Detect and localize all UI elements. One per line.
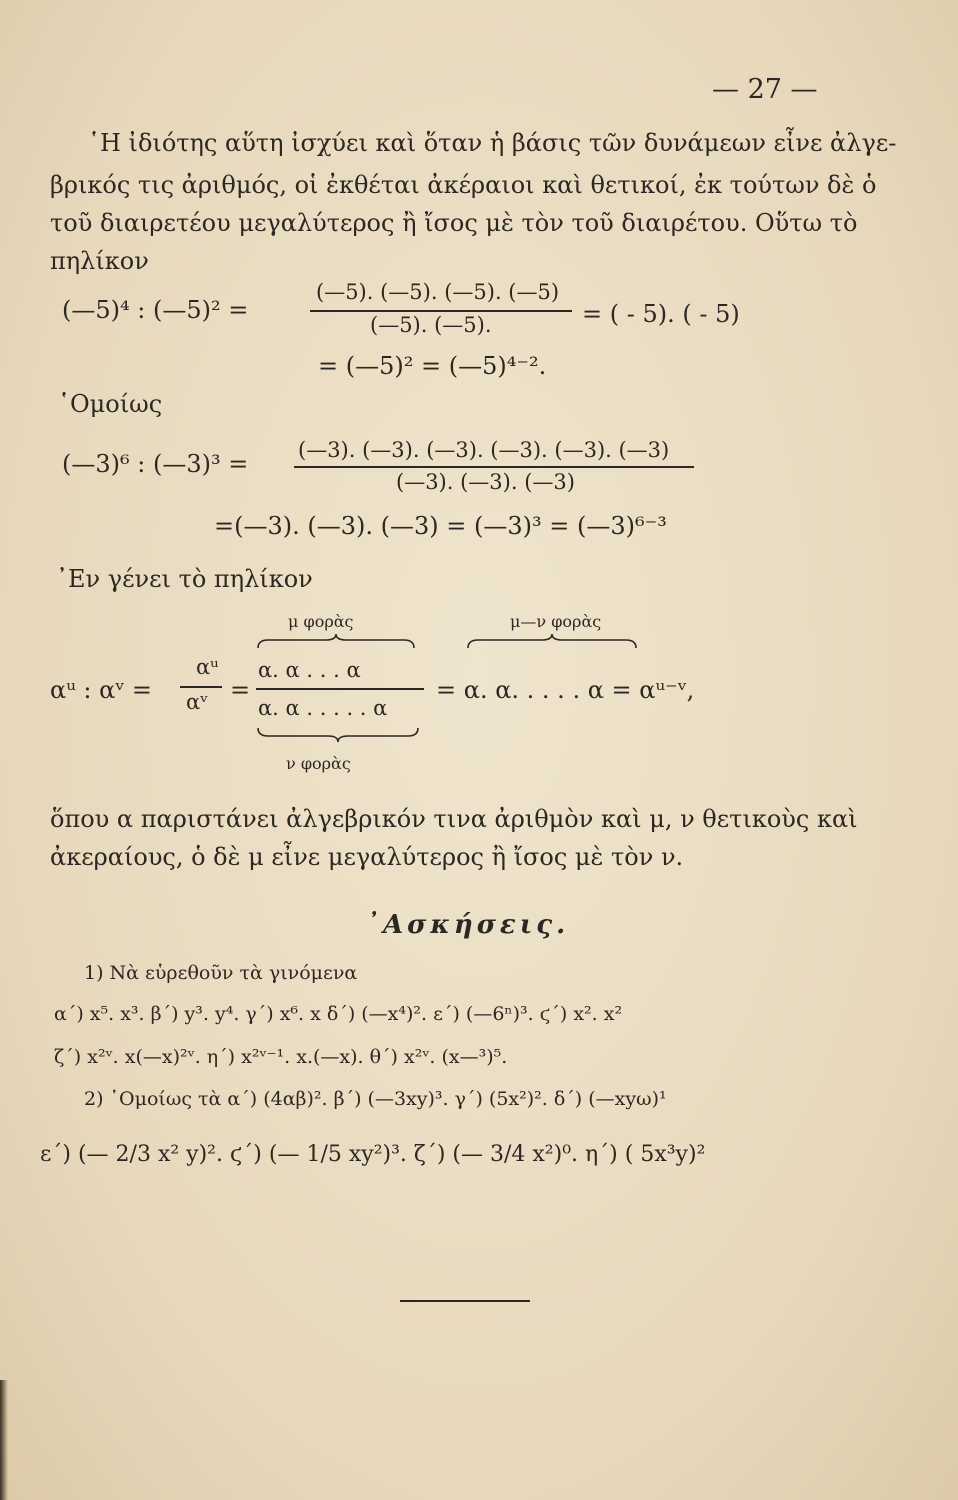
top-brace-left-label: μ φορὰς (288, 612, 354, 631)
exercise-2-line-1: 2) ῾Ομοίως τὰ α΄) (4αβ)². β΄) (—3xy)³. γ΄) (5x²)². δ΄) (—xyω)¹ (84, 1088, 667, 1110)
example1-lhs: (—5)⁴ : (—5)² = (62, 296, 249, 324)
example2-lhs: (—3)⁶ : (—3)³ = (62, 450, 249, 478)
general-frac2-num: α. α . . . α (258, 658, 361, 682)
general-frac2-bar (256, 688, 424, 690)
paragraph-line-2: βρικός τις ἀριθμός, οἱ ἐκθέται ἀκέραιοι καὶ θετικοί, ἐκ τούτων δὲ ὁ (50, 171, 877, 199)
general-frac2-den: α. α . . . . . α (258, 696, 388, 720)
general-frac1-den: αᵛ (186, 690, 209, 714)
general-rhs: = α. α. . . . . α = αᵘ⁻ᵛ, (436, 676, 695, 704)
example1-denominator: (—5). (—5). (370, 313, 492, 337)
in-general-label: ᾿Εν γένει τὸ πηλίκον (56, 565, 313, 593)
paragraph-line-4: πηλίκον (50, 247, 149, 275)
exercise-1-line-2: ζ΄) x²ᵛ. x(—x)²ᵛ. η΄) x²ᵛ⁻¹. x.(—x). θ΄) x²ᵛ. (x—³)⁵. (54, 1046, 508, 1068)
explanation-line-1: ὅπου α παριστάνει ἀλγεβρικόν τινα ἀριθμὸν καὶ μ, ν θετικοὺς καὶ (50, 805, 858, 833)
example1-numerator: (—5). (—5). (—5). (—5) (316, 280, 560, 304)
example1-line2: = (—5)² = (—5)⁴⁻². (318, 352, 547, 380)
paragraph-line-1: ῾Η ἰδιότης αὕτη ἰσχύει καὶ ὅταν ἡ βάσις τῶν δυνάμεων εἶνε ἀλγε- (88, 129, 897, 157)
page-edge-shadow (0, 1380, 8, 1500)
top-brace-right-label: μ—ν φορὰς (510, 612, 602, 631)
similarly-label: ῾Ομοίως (58, 390, 163, 418)
general-lhs: αᵘ : αᵛ = (50, 676, 153, 704)
exercise-1-title: 1) Νὰ εὑρεθοῦν τὰ γινόμενα (84, 962, 358, 984)
general-eq: = (230, 676, 251, 704)
explanation-line-2: ἀκεραίους, ὁ δὲ μ εἶνε μεγαλύτερος ἢ ἴσος μὲ τὸν ν. (50, 843, 684, 871)
general-frac1-bar (180, 686, 222, 688)
bottom-brace-label: ν φορὰς (286, 754, 351, 773)
exercise-1-line-1: α΄) x⁵. x³. β΄) y³. y⁴. γ΄) x⁶. x δ΄) (—x⁴)². ε΄) (—6ⁿ)³. ϛ΄) x². x² (54, 1003, 623, 1025)
example2-line2: =(—3). (—3). (—3) = (—3)³ = (—3)⁶⁻³ (214, 512, 667, 540)
bottom-brace (256, 726, 420, 744)
example1-fraction-bar (310, 310, 572, 312)
top-brace-right (466, 632, 638, 650)
page-number: — 27 — (712, 74, 818, 105)
exercises-heading: ᾿Ασκήσεις. (366, 910, 570, 940)
top-brace-left (256, 632, 416, 650)
example2-numerator: (—3). (—3). (—3). (—3). (—3). (—3) (298, 438, 670, 462)
example2-denominator: (—3). (—3). (—3) (396, 470, 575, 494)
example1-rhs: = ( - 5). ( - 5) (582, 300, 740, 328)
general-frac1-num: αᵘ (196, 655, 219, 679)
example2-fraction-bar (294, 466, 694, 468)
paragraph-line-3: τοῦ διαιρετέου μεγαλύτερος ἢ ἴσος μὲ τὸν τοῦ διαιρέτου. Οὕτω τὸ (50, 209, 858, 237)
exercise-2-line-2: ε΄) (— 2/3 x² y)². ϛ΄) (— 1/5 xy²)³. ζ΄) (— 3/4 x²)⁰. η΄) ( 5x³y)² (40, 1142, 706, 1167)
end-rule (400, 1300, 530, 1302)
